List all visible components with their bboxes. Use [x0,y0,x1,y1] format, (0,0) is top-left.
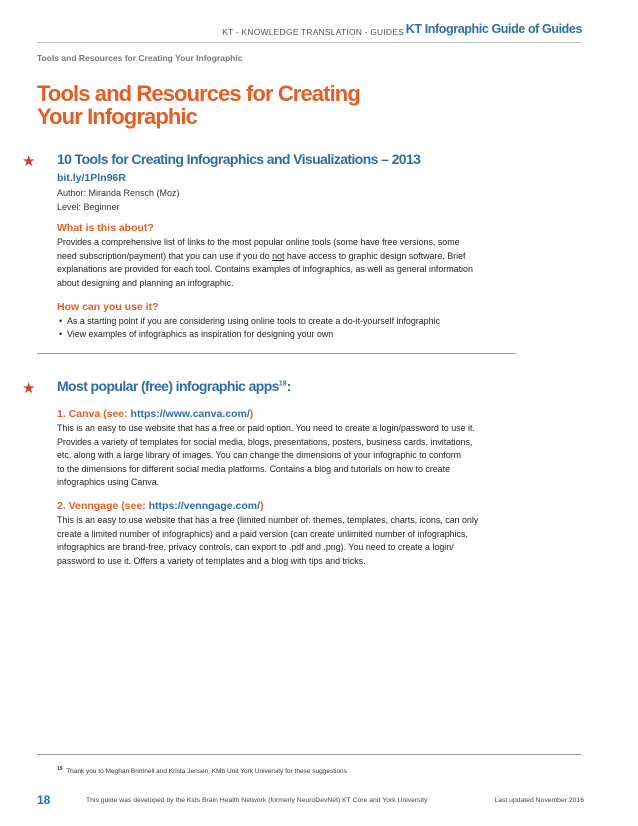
text-run: need subscription/payment) that you can use if you do [57,250,273,261]
breadcrumb: Tools and Resources for Creating Your Infographic [37,53,243,63]
heading-text: ) [260,500,264,512]
text-line: about designing and planning an infographic. [57,277,234,288]
page-title-line-2: Your Infographic [37,104,197,129]
section-1-what-text [57,236,517,290]
section-2-title-colon: : [286,378,291,394]
footnote [57,766,347,775]
canva-description [57,422,517,490]
header-guide-label: KT - KNOWLEDGE TRANSLATION - GUIDES [222,27,404,37]
section-1-bullet-list [57,315,440,341]
text-line: to the dimensions for different social media platforms. Contains a blog and tutorials on how to create [57,463,451,474]
heading-text: ) [249,408,254,420]
text-line: This is an easy to use website that has a free (limited number of: themes, templates, charts, icons, can only [57,515,479,525]
footnote-divider [37,754,581,755]
venngage-link[interactable]: https://venngage.com/ [148,500,261,512]
footnote-text: Thank you to Meghan Brintnell and Krista Jensen, KMb Unit York University for these suggestions [66,768,347,776]
page-title-line-1: Tools and Resources for Creating [37,81,360,106]
text-line: Provides a variety of templates for social media, blogs, presentations, posters, business cards, invitations, [57,436,473,447]
canva-link[interactable]: https://www.canva.com/ [130,408,250,420]
text-line: infographics using Canva. [57,477,160,487]
heading-text: 1. Canva (see: [57,408,131,420]
venngage-heading [57,500,264,512]
list-item: • View examples of infographics as inspiration for designing your own [57,328,440,341]
section-divider [37,353,516,354]
section-1-level: Level: Beginner [57,202,120,212]
section-1-how-heading: How can you use it? [57,301,159,313]
section-1-title: 10 Tools for Creating Infographics and Visualizations – 2013 [57,151,421,167]
venngage-description [57,514,517,568]
section-2-title-text: Most popular (free) infographic apps [57,378,279,394]
footnote-number: 19 [57,766,63,772]
section-1-link[interactable]: bit.ly/1Pln96R [57,172,126,184]
footer-credit: This guide was developed by the Kids Brain Health Network (formerly NeuroDevNet) KT Core and York University [86,797,428,804]
text-line: password to use it. Offers a variety of templates and a blog with tips and tricks. [57,555,366,566]
heading-text: 2. Venngage (see: [57,500,149,512]
text-line: This is an easy to use website that has a free or paid option. You need to create a login/password to use it. [57,423,475,433]
text-line: etc. along with a large library of images. You can change the dimensions of your infographic to conform [57,450,462,460]
section-1-author: Author: Miranda Rensch (Moz) [57,188,180,198]
text-line: create a limited number of infographics) and a paid version (can create unlimited number of infographics, [57,528,468,539]
canva-heading [57,408,253,420]
footnote-ref: 19 [278,380,287,388]
list-item: • As a starting point if you are considering using online tools to create a do-it-yourself infographic [57,315,440,328]
header-divider [37,42,581,43]
section-1-what-heading: What is this about? [57,222,154,234]
text-run: have access to graphic design software. Brief [284,250,466,261]
section-2-title [57,378,291,394]
text-line: Provides a comprehensive list of links to the most popular online tools (some have free versions, some [57,237,460,247]
footer-last-updated: Last updated November 2016 [494,797,584,804]
header-guide-title: KT Infographic Guide of Guides [405,22,582,36]
star-icon: ★ [22,153,36,170]
page-title [37,82,457,128]
text-line [57,250,517,264]
text-line: infographics are brand-free, privacy controls, can export to .pdf and .png). You need to create a login/ [57,542,454,552]
underlined-word: not [272,250,285,261]
star-icon: ★ [22,380,36,397]
page-number: 18 [37,793,51,807]
text-line: explanations are provided for each tool. Contains examples of infographics, as well as general information [57,264,473,274]
